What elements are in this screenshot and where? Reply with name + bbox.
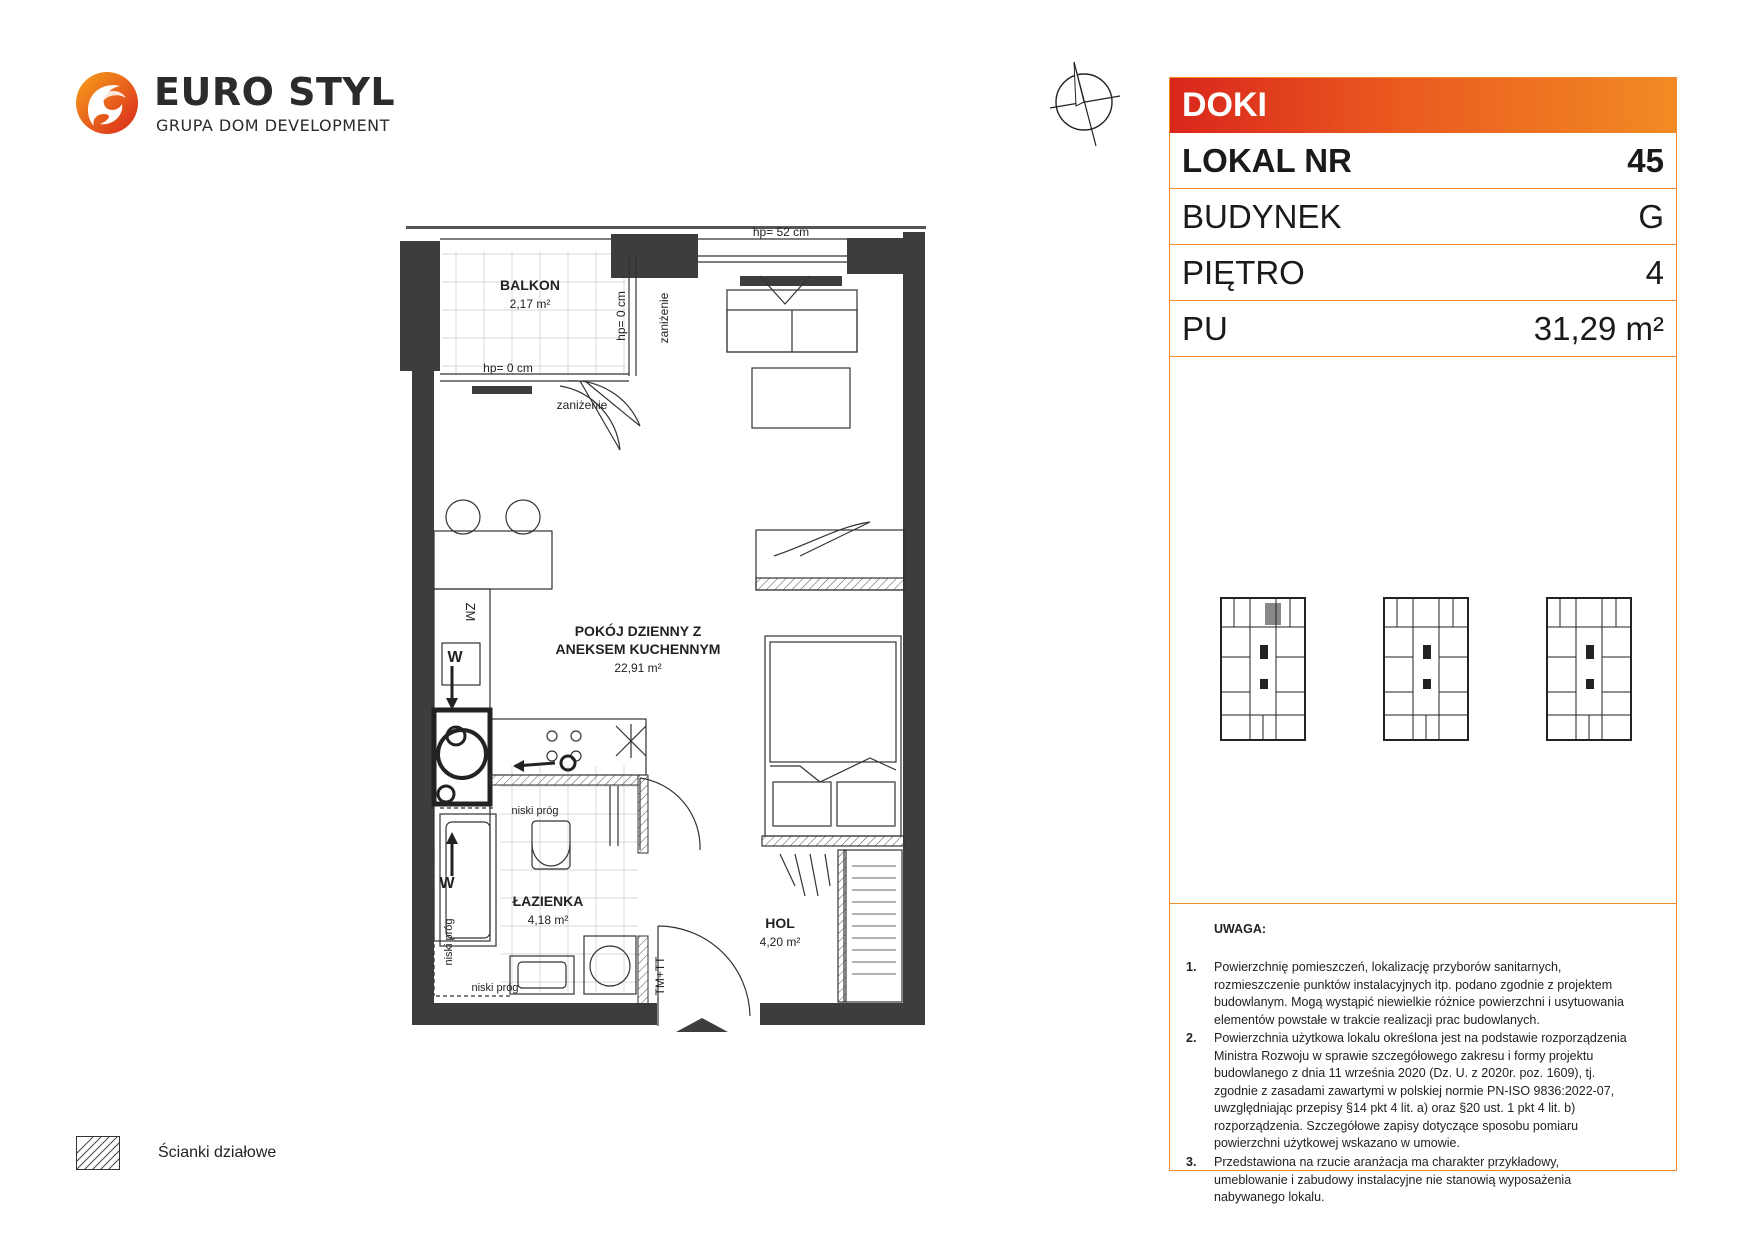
room-bath-area: 4,18 m² xyxy=(527,913,569,927)
wardrobe xyxy=(780,850,902,1002)
annotation-w2: W xyxy=(439,875,455,892)
annotation-zanizenie-1: zaniżenie xyxy=(657,292,671,344)
building-location-plans xyxy=(1170,403,1676,904)
room-living-name: POKÓJ DZIENNY Z xyxy=(574,623,702,639)
bed xyxy=(762,636,904,846)
note-line: rozporządzenia. Szczegółowe zapisy dotyczące sposobu pomiaru xyxy=(1214,1118,1579,1133)
row-pu-label: PU xyxy=(1182,309,1228,347)
notes-title: UWAGA: xyxy=(1214,922,1267,936)
note-line: Powierzchnia użytkowa lokalu określona jest na podstawie rozporządzenia xyxy=(1214,1031,1627,1045)
brand-tagline: GRUPA DOM DEVELOPMENT xyxy=(156,116,390,135)
note-line: Przedstawiona na rzucie aranżacja ma charakter przykładowy, xyxy=(1214,1155,1560,1169)
annotation-hp-balkon-bottom: hp= 0 cm xyxy=(483,361,533,375)
project-name: DOKI xyxy=(1170,78,1676,133)
info-panel xyxy=(1169,77,1677,1204)
note-line: nabywanego lokalu. xyxy=(1214,1190,1325,1204)
annotation-zm: ZM xyxy=(463,602,478,622)
row-pu-value: 31,29 m² xyxy=(1533,309,1664,347)
note-1-text xyxy=(1214,959,1659,1029)
annotation-w1: W xyxy=(447,649,463,666)
room-living-area: 22,91 m² xyxy=(614,661,662,675)
legend xyxy=(76,1136,376,1172)
sofa xyxy=(727,290,857,352)
annotation-hp-balkon-side: hp= 0 cm xyxy=(614,291,628,341)
row-pietro-value: 4 xyxy=(1645,253,1664,291)
note-line: Powierzchnię pomieszczeń, lokalizację przyborów sanitarnych, xyxy=(1214,960,1562,974)
row-budynek xyxy=(1170,189,1676,245)
bathroom-floor xyxy=(500,766,638,992)
note-line: budowlanego z dnia 11 września 2020 (Dz. U. z 2020r. poz. 1609), tj. xyxy=(1214,1066,1596,1080)
note-2-num: 2. xyxy=(1186,1031,1197,1045)
annotation-niski-prog-2: niski próg xyxy=(443,918,455,966)
tv-shelf xyxy=(756,522,904,590)
balcony-floor xyxy=(442,251,626,375)
row-budynek-label: BUDYNEK xyxy=(1182,197,1342,235)
building-plan-highlighted xyxy=(1220,597,1306,741)
building-plan-3 xyxy=(1546,597,1632,741)
eurostyl-flame-logo-icon xyxy=(74,70,140,136)
floor-plan xyxy=(400,226,940,1038)
room-living-name2: ANEKSEM KUCHENNYM xyxy=(555,641,721,657)
note-line: uwzględniając przepisy §14 pkt 4 lit. a) oraz §20 ust. 1 pkt 4 lit. b) xyxy=(1214,1101,1576,1115)
annotation-niski-prog-3: niski próg xyxy=(471,982,519,994)
note-line: zgodnie z zasadami zawartymi w polskiej normie PN-ISO 9836:2022-07, xyxy=(1214,1083,1615,1098)
row-budynek-value: G xyxy=(1638,197,1664,235)
building-plan-2 xyxy=(1383,597,1469,741)
annotation-niski-prog-1: niski próg xyxy=(511,805,559,817)
note-line: elementów powstałe w trakcie realizacji prac budowlanych. xyxy=(1214,1012,1540,1027)
floor-plan-drawing xyxy=(400,226,940,1038)
annotation-tm-tt: TM+TT xyxy=(653,956,667,996)
row-lokal xyxy=(1170,133,1676,189)
note-line: Ministra Rozwoju w sprawie szczegółowego zakresu i formy projektu xyxy=(1214,1048,1594,1063)
row-pu xyxy=(1170,301,1676,357)
brand-name: EURO STYL xyxy=(154,70,396,114)
annotation-zanizenie-2: zaniżenie xyxy=(556,398,608,412)
note-1-num: 1. xyxy=(1186,960,1197,974)
note-3-num: 3. xyxy=(1186,1155,1197,1169)
hatch-swatch-icon xyxy=(76,1136,120,1170)
legend-label: Ścianki działowe xyxy=(158,1144,277,1161)
room-balkon-name: BALKON xyxy=(500,277,560,293)
eurostyl-logo xyxy=(74,68,394,148)
note-3-text xyxy=(1214,1154,1659,1207)
row-pietro-label: PIĘTRO xyxy=(1182,253,1305,291)
room-hall-name: HOL xyxy=(765,915,795,931)
note-2-text xyxy=(1214,1030,1659,1153)
room-bath-name: ŁAZIENKA xyxy=(512,893,584,909)
row-lokal-label: LOKAL NR xyxy=(1182,141,1352,179)
room-balkon-area: 2,17 m² xyxy=(509,297,551,311)
note-line: rozmieszczenie punktów instalacyjnych itp. podano zgodnie z projektem xyxy=(1214,977,1613,992)
note-line: umeblowanie i zabudowy instalacyjne nie stanowią wyposażenia xyxy=(1214,1172,1572,1187)
row-pietro xyxy=(1170,245,1676,301)
north-arrow-icon xyxy=(1046,56,1126,148)
row-lokal-value: 45 xyxy=(1627,141,1664,179)
annotation-hp-top: hp= 52 cm xyxy=(752,226,810,239)
room-hall-area: 4,20 m² xyxy=(759,935,801,949)
note-line: budowlanym. Mogą wystąpić niewielkie różnice powierzchni i usytuowania xyxy=(1214,995,1624,1009)
note-line: powierzchni użytkowej wskazano w umowie. xyxy=(1214,1136,1460,1150)
coffee-table xyxy=(752,368,850,428)
